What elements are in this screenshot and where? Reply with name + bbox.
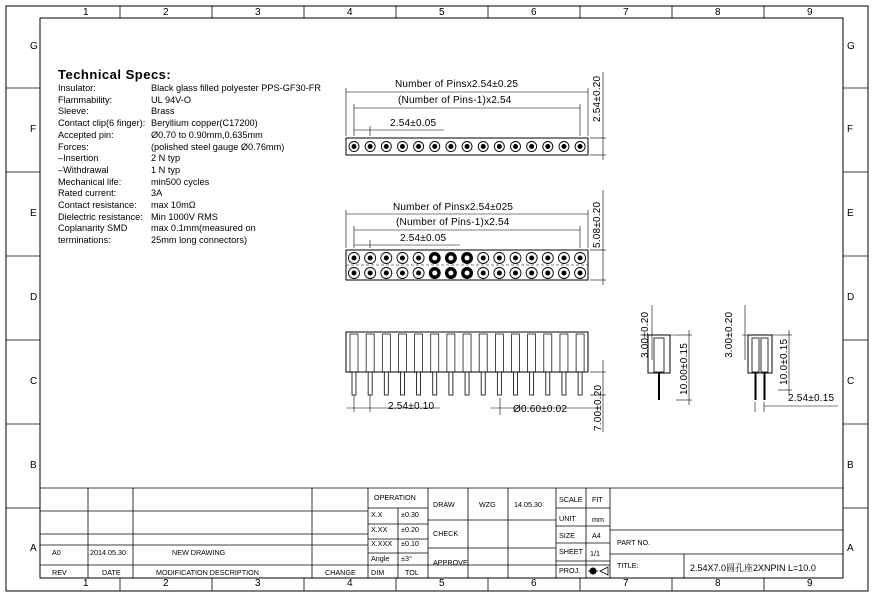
contact-hole-center — [465, 256, 470, 261]
pin — [433, 372, 437, 395]
dim-side1-body: 10.00±0.15 — [679, 343, 690, 395]
spec-label: –Withdrawal — [58, 164, 109, 175]
contact-hole-center — [465, 144, 470, 149]
contact-hole-center — [529, 271, 534, 276]
grid-column-label: 2 — [163, 578, 169, 589]
spec-value: Ø0.70 to 0.90mm,0.635mm — [151, 129, 263, 140]
spec-row — [58, 235, 338, 247]
contact-hole-center — [497, 271, 502, 276]
sleeve — [447, 334, 455, 372]
tb-title-value: 2.54X7.0圆孔座2XNPIN L=10.0 — [690, 563, 816, 573]
spec-row — [58, 118, 338, 130]
dim-front-pin-length: 7.00±0.20 — [593, 384, 604, 431]
contact-hole-center — [368, 256, 373, 261]
pin — [578, 372, 582, 395]
tb-scale-value: FIT — [592, 495, 603, 504]
spec-label: terminations: — [58, 235, 111, 246]
spec-row — [58, 165, 338, 177]
contact-hole-center — [578, 271, 583, 276]
spec-row — [58, 142, 338, 154]
contact-hole-center — [368, 271, 373, 276]
contact-hole-center — [545, 271, 550, 276]
tb-tol-label: TOL — [405, 568, 419, 577]
grid-column-label: 2 — [163, 7, 169, 18]
grid-column-label: 7 — [623, 7, 629, 18]
sleeve — [560, 334, 568, 372]
grid-column-label: 6 — [531, 7, 537, 18]
projection-symbol — [588, 567, 608, 575]
spec-label: Contact clip(6 finger): — [58, 118, 146, 129]
grid-column-label: 4 — [347, 578, 353, 589]
grid-row-label: A — [30, 543, 37, 554]
sleeve — [495, 334, 503, 372]
grid-row-label: B — [847, 460, 854, 471]
sleeve — [544, 334, 552, 372]
spec-row — [58, 153, 338, 165]
pin — [352, 372, 356, 395]
grid-row-label: A — [847, 543, 854, 554]
tb-draw: DRAW — [433, 500, 455, 509]
grid-row-label: G — [30, 41, 38, 52]
contact-hole-center — [448, 271, 453, 276]
tb-tol-value: ±0.30 — [401, 510, 419, 519]
contact-hole-center — [448, 256, 453, 261]
pin — [546, 372, 550, 395]
contact-hole-center — [513, 271, 518, 276]
spec-label: Insulator: — [58, 83, 96, 93]
dim-front-pitch: 2.54±0.10 — [388, 401, 435, 412]
sleeve — [479, 334, 487, 372]
pin — [368, 372, 372, 395]
tb-title-label: TITLE: — [617, 561, 639, 570]
spec-value: UL 94V-O — [151, 94, 192, 105]
tb-tol-dim: Angle — [371, 553, 390, 563]
tb-tol-value: ±0.10 — [401, 539, 419, 548]
grid-row-label: F — [30, 124, 37, 135]
spec-row — [58, 188, 338, 200]
spec-value: max 10mΩ — [151, 200, 196, 210]
dim-mid-height: 5.08±0.20 — [592, 201, 603, 248]
dim-mid-pitch: 2.54±0.05 — [400, 233, 447, 244]
tb-approve: APPROVE — [433, 558, 468, 567]
tb-sheet-value: 1/1 — [590, 549, 600, 558]
contact-hole-center — [400, 144, 405, 149]
dim-mid-overall: Number of Pinsx2.54±025 — [393, 202, 514, 213]
dim-front-pin-diameter: Ø0.60±0.02 — [513, 404, 568, 415]
contact-hole-center — [432, 256, 437, 261]
tb-drawer: WZG — [479, 500, 496, 509]
tb-tol-dim: X.XX — [371, 524, 388, 534]
spec-value: Min 1000V RMS — [151, 211, 218, 222]
grid-column-label: 7 — [623, 578, 629, 589]
spec-label: –Insertion — [58, 153, 99, 164]
grid-row-label: G — [847, 41, 855, 52]
contact-hole-center — [352, 271, 357, 276]
grid-column-label: 1 — [83, 578, 89, 589]
sleeve — [463, 334, 471, 372]
contact-hole-center — [416, 144, 421, 149]
contact-hole-center — [465, 271, 470, 276]
contact-hole-center — [368, 144, 373, 149]
spec-label: Flammability: — [58, 94, 113, 105]
pin — [417, 372, 421, 395]
contact-hole-center — [561, 256, 566, 261]
spec-value: Black glass filled polyester PPS-GF30-FR — [151, 83, 322, 93]
tb-dim-label: DIM — [371, 568, 385, 577]
contact-hole-center — [481, 144, 486, 149]
contact-hole-center — [578, 256, 583, 261]
spec-row — [58, 177, 338, 189]
pin — [465, 372, 469, 395]
pin — [449, 372, 453, 395]
contact-hole-center — [416, 271, 421, 276]
dim-top-pitch: 2.54±0.05 — [390, 118, 437, 129]
grid-column-label: 3 — [255, 7, 261, 18]
contact-hole-center — [529, 144, 534, 149]
spec-label: Rated current: — [58, 188, 117, 199]
pin — [514, 372, 518, 395]
dim-side2-top: 3.00±0.20 — [724, 311, 735, 358]
contact-hole-center — [481, 271, 486, 276]
dim-side1-top: 3.00±0.20 — [640, 311, 651, 358]
grid-column-label: 8 — [715, 7, 721, 18]
contact-hole-center — [400, 256, 405, 261]
contact-hole-center — [416, 256, 421, 261]
pin — [384, 372, 388, 395]
contact-hole-center — [384, 256, 389, 261]
tb-operation: OPERATION — [374, 493, 416, 502]
spec-value: Brass — [151, 106, 175, 117]
grid-row-label: B — [30, 460, 37, 471]
pin — [481, 372, 485, 395]
spec-label: Sleeve: — [58, 106, 89, 117]
spec-label: Mechanical life: — [58, 176, 122, 187]
sleeve — [576, 334, 584, 372]
pin — [497, 372, 501, 395]
contact-hole-center — [529, 256, 534, 261]
pin — [562, 372, 566, 395]
grid-column-label: 3 — [255, 578, 261, 589]
spec-value: (polished steel gauge Ø0.76mm) — [151, 141, 285, 152]
tb-change-header: CHANGE — [325, 568, 356, 577]
grid-row-label: C — [847, 376, 855, 387]
tb-draw-date: 14.05.30 — [514, 500, 542, 509]
grid-row-label: C — [30, 376, 38, 387]
contact-hole-center — [545, 256, 550, 261]
tb-tol-value: ±0.20 — [401, 524, 419, 534]
spec-row — [58, 95, 338, 107]
spec-row — [58, 200, 338, 212]
sleeve — [415, 334, 423, 372]
spec-label: Accepted pin: — [58, 129, 114, 140]
tb-modification-value: NEW DRAWING — [172, 548, 226, 557]
spec-value: 25mm long connectors) — [151, 235, 248, 246]
contact-hole-center — [513, 144, 518, 149]
contact-hole-center — [352, 256, 357, 261]
spec-row — [58, 223, 338, 235]
front-view — [346, 332, 606, 432]
contact-hole-center — [400, 271, 405, 276]
grid-row-label: E — [30, 208, 37, 219]
pin — [400, 372, 404, 395]
spec-row — [58, 212, 338, 224]
spec-value: Beryllium copper(C17200) — [151, 118, 258, 129]
spec-value: min500 cycles — [151, 176, 210, 187]
grid-row-label: E — [847, 208, 854, 219]
grid-column-label: 5 — [439, 578, 445, 589]
contact-hole-center — [448, 144, 453, 149]
sleeve — [382, 334, 390, 372]
grid-column-label: 9 — [807, 7, 813, 18]
tb-tol-value: ±3° — [401, 553, 412, 563]
dim-side2-body: 10.0±0.15 — [779, 338, 790, 385]
tb-check: CHECK — [433, 529, 459, 538]
dim-mid-inner: (Number of Pins-1)x2.54 — [396, 217, 510, 228]
tb-size-value: A4 — [592, 531, 601, 540]
tb-part-no-label: PART NO. — [617, 538, 651, 547]
spec-row — [58, 83, 338, 95]
spec-label: Contact resistance: — [58, 200, 137, 210]
tb-rev-header: REV — [52, 568, 67, 577]
tb-tol-dim: X.X — [371, 510, 383, 519]
spec-label: Forces: — [58, 141, 89, 152]
contact-hole-center — [497, 256, 502, 261]
contact-hole-center — [352, 144, 357, 149]
contact-hole-center — [481, 256, 486, 261]
grid-column-label: 4 — [347, 7, 353, 18]
grid-row-label: D — [30, 292, 38, 303]
contact-hole-center — [513, 256, 518, 261]
sleeve — [350, 334, 358, 372]
tb-date-value: 2014.05.30 — [90, 548, 126, 557]
sleeve — [431, 334, 439, 372]
contact-hole-center — [497, 144, 502, 149]
grid-column-label: 1 — [83, 7, 89, 18]
contact-hole-center — [432, 144, 437, 149]
contact-hole-center — [561, 144, 566, 149]
dim-top-height: 2.54±0.20 — [592, 75, 603, 122]
contact-hole-center — [561, 271, 566, 276]
tb-unit-label: UNIT — [559, 514, 576, 523]
dim-side2-pitch: 2.54±0.15 — [788, 393, 835, 404]
tb-rev-value: A0 — [52, 548, 61, 557]
spec-row — [58, 130, 338, 142]
contact-hole-center — [545, 144, 550, 149]
grid-row-label: F — [847, 124, 854, 135]
spec-label: Dielectric resistance: — [58, 211, 143, 222]
contact-hole-center — [578, 144, 583, 149]
tb-sheet-label: SHEET — [559, 547, 583, 556]
spec-value: max 0.1mm(measured on — [151, 223, 256, 234]
sleeve — [398, 334, 406, 372]
contact-hole-center — [384, 144, 389, 149]
pin — [530, 372, 534, 395]
specs-title: Technical Specs: — [58, 67, 172, 82]
grid-column-label: 5 — [439, 7, 445, 18]
tb-proj-label: PROJ. — [559, 566, 581, 575]
sleeve — [366, 334, 374, 372]
tb-size-label: SIZE — [559, 531, 575, 540]
tb-date-header: DATE — [102, 568, 121, 577]
tb-tol-dim: X.XXX — [371, 539, 393, 548]
grid-column-label: 8 — [715, 578, 721, 589]
dim-top-inner: (Number of Pins-1)x2.54 — [398, 95, 512, 106]
contact-hole-center — [384, 271, 389, 276]
sleeve — [512, 334, 520, 372]
tb-scale-label: SCALE — [559, 495, 583, 504]
tb-modification-header: MODIFICATION DESCRIPTION — [156, 568, 259, 577]
spec-row — [58, 106, 338, 118]
spec-value: 3A — [151, 188, 163, 199]
tb-unit-value: mm — [592, 515, 604, 524]
sleeve — [528, 334, 536, 372]
grid-column-label: 6 — [531, 578, 537, 589]
dim-top-overall: Number of Pinsx2.54±0.25 — [395, 79, 519, 90]
spec-label: Coplanarity SMD — [58, 223, 128, 234]
spec-value: 1 N typ — [151, 164, 181, 175]
contact-hole-center — [432, 271, 437, 276]
grid-column-label: 9 — [807, 578, 813, 589]
grid-row-label: D — [847, 292, 855, 303]
spec-value: 2 N typ — [151, 153, 181, 164]
